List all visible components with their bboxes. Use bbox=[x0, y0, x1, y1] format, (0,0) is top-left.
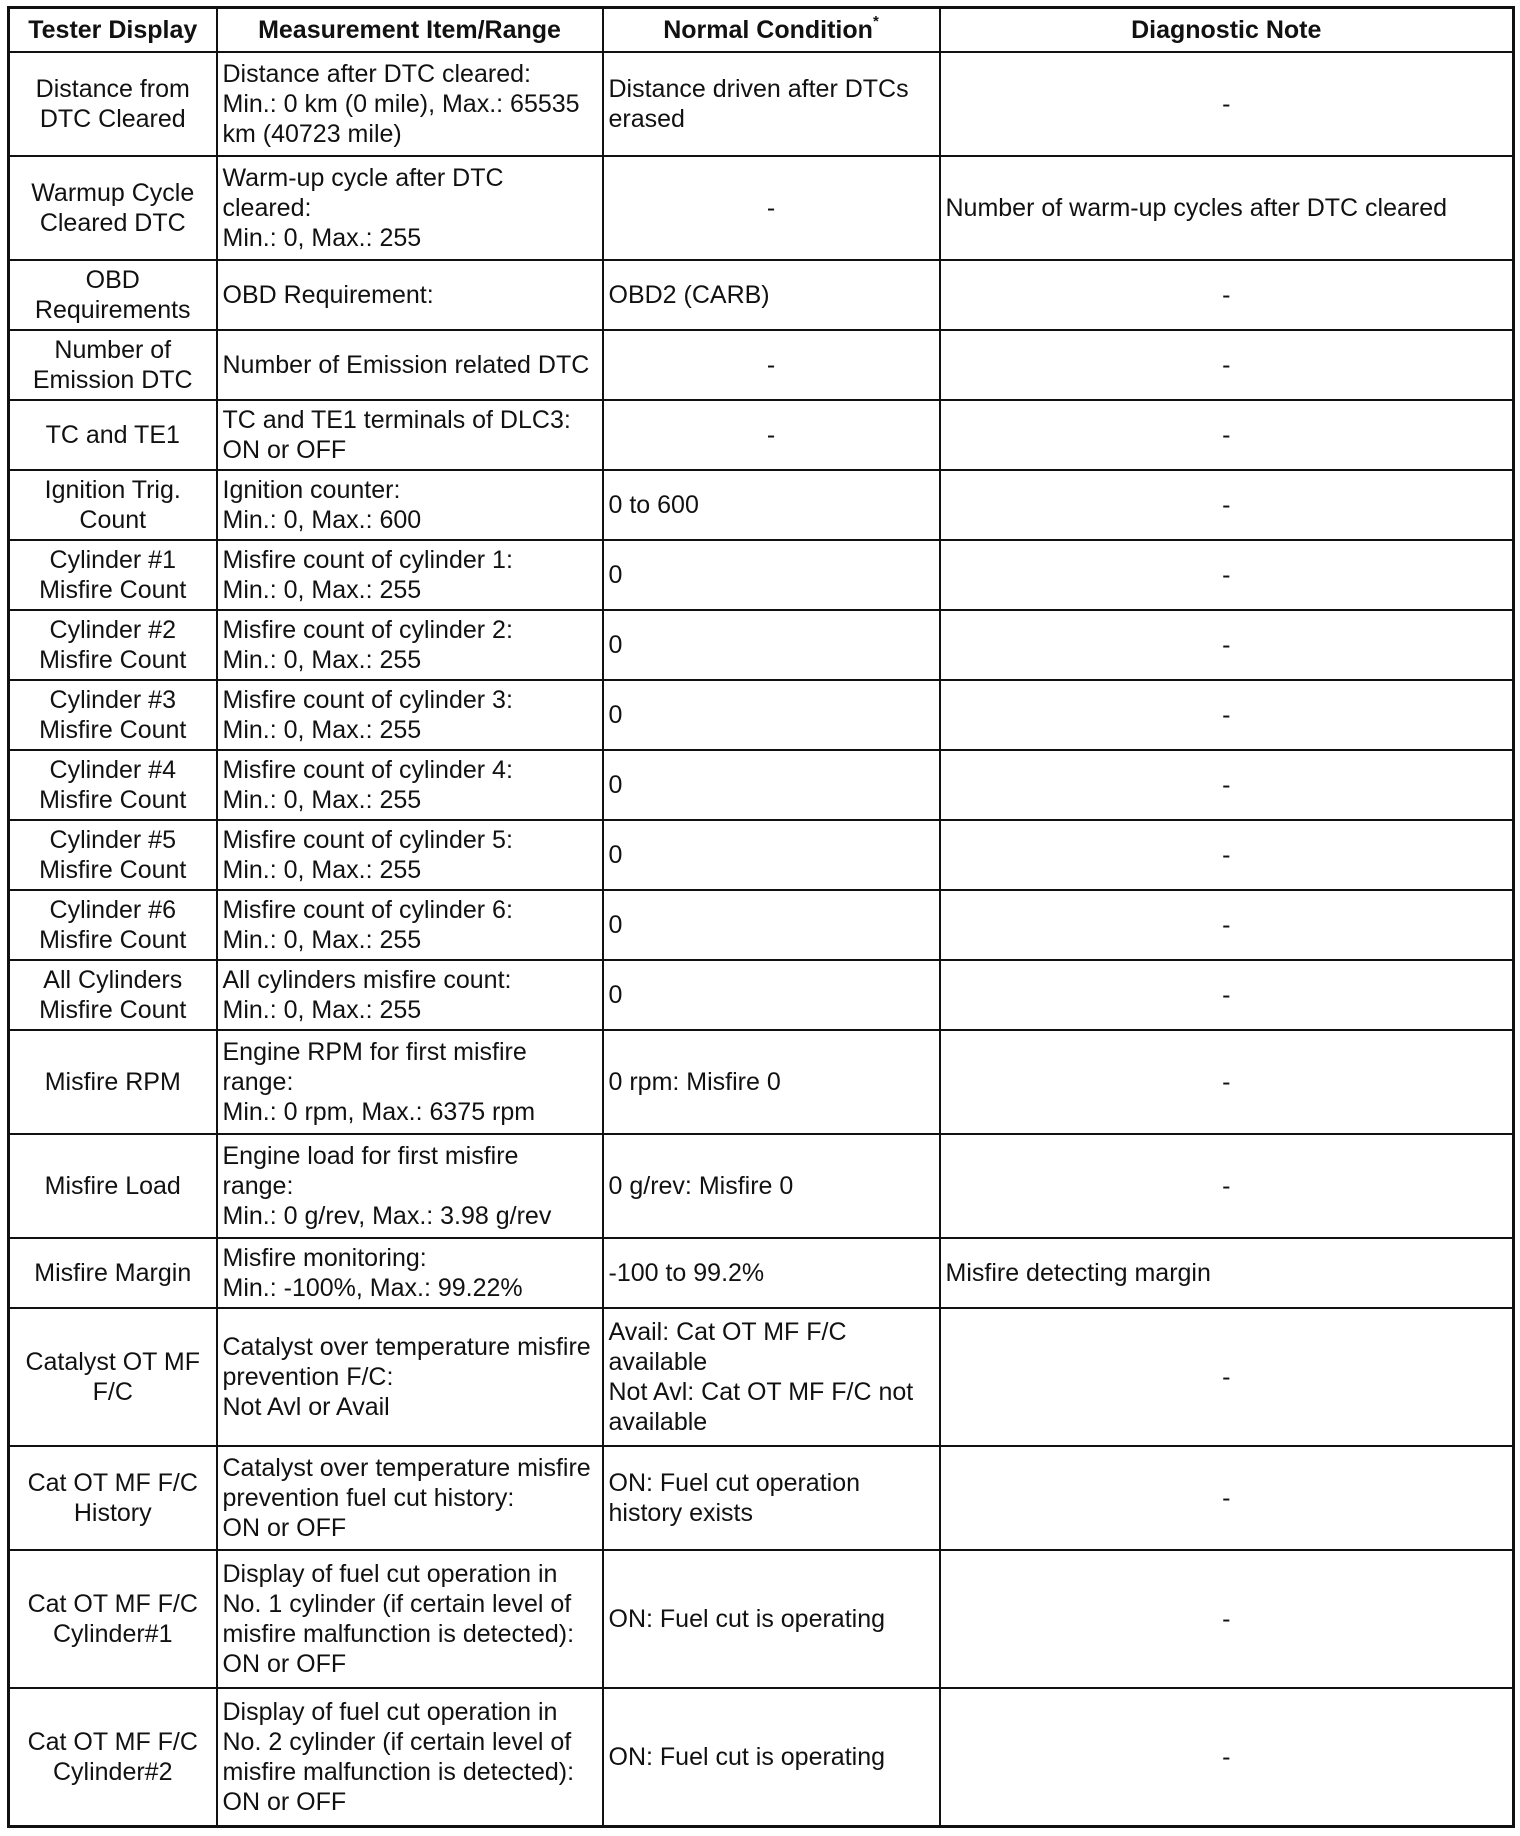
measurement-item-cell: Number of Emission related DTC bbox=[217, 330, 603, 400]
measurement-item-cell: Catalyst over temperature misfire prevention fuel cut history: ON or OFF bbox=[217, 1446, 603, 1550]
measurement-item-cell: All cylinders misfire count: Min.: 0, Max.: 255 bbox=[217, 960, 603, 1030]
measurement-item-cell: Display of fuel cut operation in No. 1 cylinder (if certain level of misfire malfunction is detected): ON or OFF bbox=[217, 1550, 603, 1688]
normal-condition-cell: - bbox=[603, 400, 940, 470]
header-normal-condition: Normal Condition* bbox=[603, 8, 940, 53]
normal-condition-cell: ON: Fuel cut is operating bbox=[603, 1688, 940, 1827]
table-row bbox=[9, 470, 1514, 540]
tester-display-cell: Number of Emission DTC bbox=[9, 330, 217, 400]
tester-display-cell: Cylinder #2 Misfire Count bbox=[9, 610, 217, 680]
normal-condition-cell: 0 bbox=[603, 540, 940, 610]
normal-condition-cell: 0 bbox=[603, 680, 940, 750]
diagnostic-note-cell: - bbox=[940, 1446, 1514, 1550]
diagnostic-note-cell: - bbox=[940, 820, 1514, 890]
table-row bbox=[9, 960, 1514, 1030]
table-body bbox=[9, 52, 1514, 1827]
table-row bbox=[9, 1688, 1514, 1827]
tester-display-cell: Misfire RPM bbox=[9, 1030, 217, 1134]
tester-display-cell: Ignition Trig. Count bbox=[9, 470, 217, 540]
table-row bbox=[9, 890, 1514, 960]
diagnostic-note-cell: - bbox=[940, 1134, 1514, 1238]
tester-display-cell: Distance from DTC Cleared bbox=[9, 52, 217, 156]
normal-condition-cell: - bbox=[603, 330, 940, 400]
measurement-item-cell: Display of fuel cut operation in No. 2 cylinder (if certain level of misfire malfunction is detected): ON or OFF bbox=[217, 1688, 603, 1827]
data-list-table bbox=[7, 6, 1515, 1828]
measurement-item-cell: Misfire monitoring: Min.: -100%, Max.: 99.22% bbox=[217, 1238, 603, 1308]
tester-display-cell: Cylinder #5 Misfire Count bbox=[9, 820, 217, 890]
table-row bbox=[9, 1134, 1514, 1238]
tester-display-cell: Warmup Cycle Cleared DTC bbox=[9, 156, 217, 260]
diagnostic-note-cell: Misfire detecting margin bbox=[940, 1238, 1514, 1308]
table-row bbox=[9, 540, 1514, 610]
tester-display-cell: Cat OT MF F/C Cylinder#1 bbox=[9, 1550, 217, 1688]
table-row bbox=[9, 820, 1514, 890]
tester-display-cell: TC and TE1 bbox=[9, 400, 217, 470]
table-row bbox=[9, 1550, 1514, 1688]
tester-display-cell: Cylinder #3 Misfire Count bbox=[9, 680, 217, 750]
normal-condition-cell: ON: Fuel cut operation history exists bbox=[603, 1446, 940, 1550]
table-row bbox=[9, 1446, 1514, 1550]
diagnostic-note-cell: Number of warm-up cycles after DTC cleared bbox=[940, 156, 1514, 260]
diagnostic-note-cell: - bbox=[940, 1308, 1514, 1446]
table-row bbox=[9, 750, 1514, 820]
header-diagnostic-note: Diagnostic Note bbox=[940, 8, 1514, 53]
tester-display-cell: Cylinder #1 Misfire Count bbox=[9, 540, 217, 610]
diagnostic-note-cell: - bbox=[940, 330, 1514, 400]
table-row bbox=[9, 52, 1514, 156]
measurement-item-cell: Misfire count of cylinder 3: Min.: 0, Max.: 255 bbox=[217, 680, 603, 750]
footnote-mark: * bbox=[872, 12, 879, 30]
tester-display-cell: Cat OT MF F/C History bbox=[9, 1446, 217, 1550]
measurement-item-cell: Warm-up cycle after DTC cleared: Min.: 0, Max.: 255 bbox=[217, 156, 603, 260]
normal-condition-cell: -100 to 99.2% bbox=[603, 1238, 940, 1308]
table-row bbox=[9, 1308, 1514, 1446]
diagnostic-note-cell: - bbox=[940, 1688, 1514, 1827]
header-measurement-item: Measurement Item/Range bbox=[217, 8, 603, 53]
diagnostic-note-cell: - bbox=[940, 400, 1514, 470]
measurement-item-cell: Ignition counter: Min.: 0, Max.: 600 bbox=[217, 470, 603, 540]
measurement-item-cell: Engine load for first misfire range: Min.: 0 g/rev, Max.: 3.98 g/rev bbox=[217, 1134, 603, 1238]
normal-condition-cell: 0 to 600 bbox=[603, 470, 940, 540]
table-header-row bbox=[9, 8, 1514, 53]
diagnostic-note-cell: - bbox=[940, 890, 1514, 960]
table-row bbox=[9, 400, 1514, 470]
tester-display-cell: Cat OT MF F/C Cylinder#2 bbox=[9, 1688, 217, 1827]
normal-condition-cell: 0 g/rev: Misfire 0 bbox=[603, 1134, 940, 1238]
header-tester-display: Tester Display bbox=[9, 8, 217, 53]
diagnostic-note-cell: - bbox=[940, 52, 1514, 156]
table-row bbox=[9, 330, 1514, 400]
tester-display-cell: Cylinder #4 Misfire Count bbox=[9, 750, 217, 820]
diagnostic-note-cell: - bbox=[940, 260, 1514, 330]
normal-condition-cell: ON: Fuel cut is operating bbox=[603, 1550, 940, 1688]
normal-condition-cell: - bbox=[603, 156, 940, 260]
table-row bbox=[9, 610, 1514, 680]
diagnostic-note-cell: - bbox=[940, 1030, 1514, 1134]
normal-condition-cell: 0 bbox=[603, 610, 940, 680]
table-row bbox=[9, 1030, 1514, 1134]
diagnostic-note-cell: - bbox=[940, 540, 1514, 610]
tester-display-cell: Misfire Load bbox=[9, 1134, 217, 1238]
table-row bbox=[9, 1238, 1514, 1308]
measurement-item-cell: Misfire count of cylinder 4: Min.: 0, Max.: 255 bbox=[217, 750, 603, 820]
normal-condition-cell: OBD2 (CARB) bbox=[603, 260, 940, 330]
tester-display-cell: All Cylinders Misfire Count bbox=[9, 960, 217, 1030]
measurement-item-cell: Misfire count of cylinder 6: Min.: 0, Max.: 255 bbox=[217, 890, 603, 960]
diagnostic-note-cell: - bbox=[940, 470, 1514, 540]
measurement-item-cell: Catalyst over temperature misfire prevention F/C: Not Avl or Avail bbox=[217, 1308, 603, 1446]
measurement-item-cell: Distance after DTC cleared: Min.: 0 km (0 mile), Max.: 65535 km (40723 mile) bbox=[217, 52, 603, 156]
measurement-item-cell: OBD Requirement: bbox=[217, 260, 603, 330]
normal-condition-cell: Distance driven after DTCs erased bbox=[603, 52, 940, 156]
normal-condition-cell: 0 bbox=[603, 890, 940, 960]
diagnostic-note-cell: - bbox=[940, 610, 1514, 680]
normal-condition-cell: Avail: Cat OT MF F/C available Not Avl: Cat OT MF F/C not available bbox=[603, 1308, 940, 1446]
diagnostic-note-cell: - bbox=[940, 1550, 1514, 1688]
measurement-item-cell: Engine RPM for first misfire range: Min.: 0 rpm, Max.: 6375 rpm bbox=[217, 1030, 603, 1134]
tester-display-cell: OBD Requirements bbox=[9, 260, 217, 330]
measurement-item-cell: Misfire count of cylinder 5: Min.: 0, Max.: 255 bbox=[217, 820, 603, 890]
diagnostic-note-cell: - bbox=[940, 680, 1514, 750]
normal-condition-cell: 0 bbox=[603, 750, 940, 820]
measurement-item-cell: Misfire count of cylinder 1: Min.: 0, Max.: 255 bbox=[217, 540, 603, 610]
normal-condition-cell: 0 rpm: Misfire 0 bbox=[603, 1030, 940, 1134]
diagnostic-note-cell: - bbox=[940, 960, 1514, 1030]
tester-display-cell: Catalyst OT MF F/C bbox=[9, 1308, 217, 1446]
normal-condition-cell: 0 bbox=[603, 820, 940, 890]
table-row bbox=[9, 156, 1514, 260]
measurement-item-cell: TC and TE1 terminals of DLC3: ON or OFF bbox=[217, 400, 603, 470]
diagnostic-note-cell: - bbox=[940, 750, 1514, 820]
tester-display-cell: Cylinder #6 Misfire Count bbox=[9, 890, 217, 960]
measurement-item-cell: Misfire count of cylinder 2: Min.: 0, Max.: 255 bbox=[217, 610, 603, 680]
table-row bbox=[9, 260, 1514, 330]
tester-display-cell: Misfire Margin bbox=[9, 1238, 217, 1308]
normal-condition-cell: 0 bbox=[603, 960, 940, 1030]
table-row bbox=[9, 680, 1514, 750]
